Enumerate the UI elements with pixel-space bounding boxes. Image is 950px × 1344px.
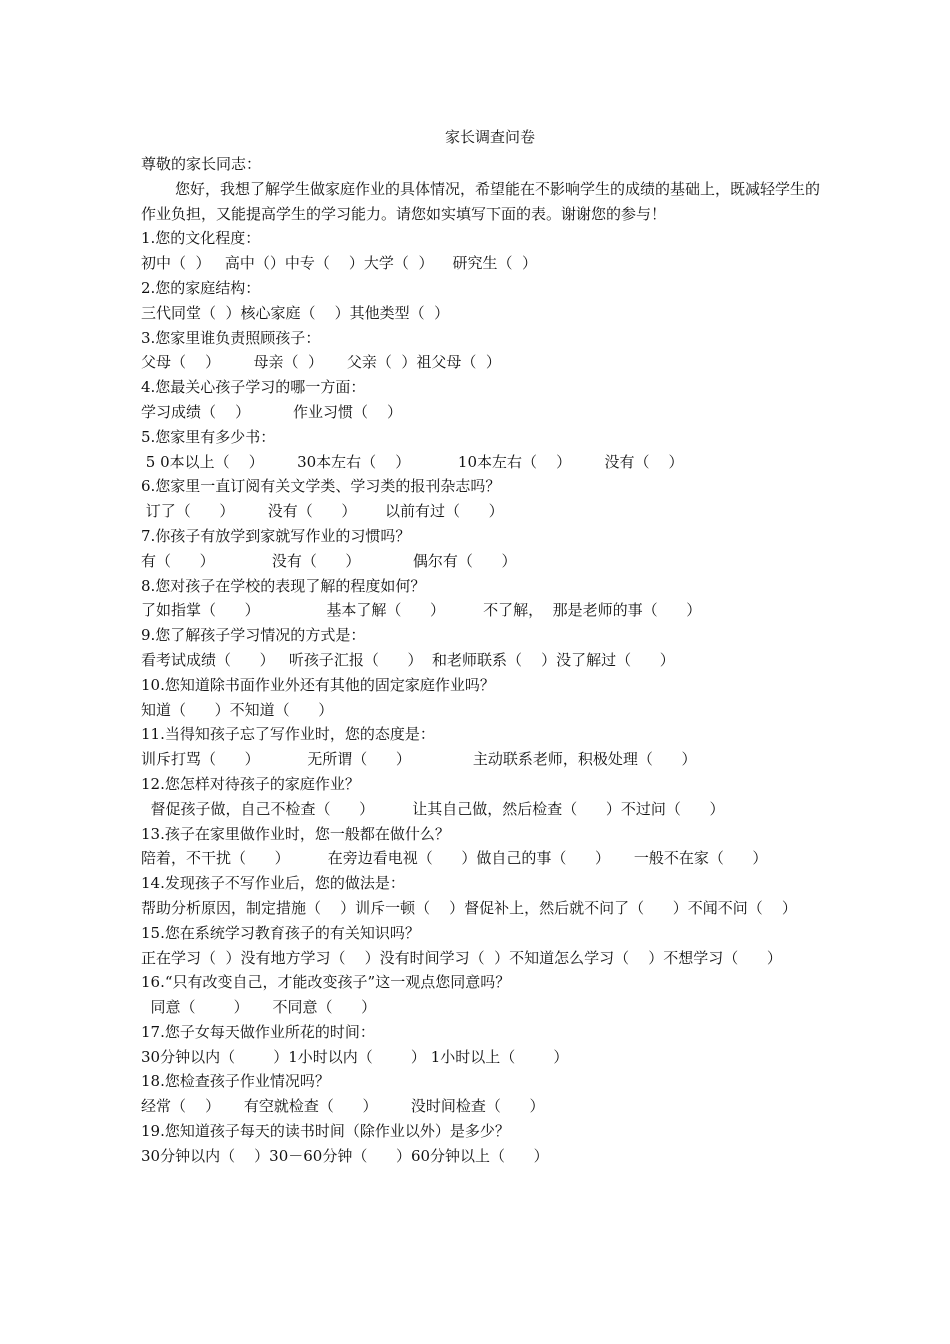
intro-paragraph: 您好，我想了解学生做家庭作业的具体情况，希望能在不影响学生的成绩的基础上，既减轻学生的作业负担，又能提高学生的学习能力。请您如实填写下面的表。谢谢您的参与！ — [141, 179, 821, 223]
answer-options: 5 0本以上（ ） 30本左右（ ） 10本左右（ ） 没有（ ） — [141, 452, 684, 471]
question-text: 10.您知道除书面作业外还有其他的固定家庭作业吗？ — [141, 675, 495, 694]
question-text: 13.孩子在家里做作业时，您一般都在做什么？ — [141, 824, 450, 843]
answer-options: 陪着，不干扰（ ） 在旁边看电视（ ）做自己的事（ ） 一般不在家（ ） — [141, 849, 768, 868]
question-list — [141, 226, 821, 1168]
survey-body — [141, 152, 821, 1169]
answer-options: 帮助分析原因，制定措施（ ）训斥一顿（ ）督促补上，然后就不问了（ ）不闻不问（ ） — [141, 898, 797, 917]
question-text: 11.当得知孩子忘了写作业时，您的态度是： — [141, 725, 435, 744]
question-text: 5.您家里有多少书： — [141, 427, 276, 446]
answer-options: 订了（ ） 没有（ ） 以前有过（ ） — [141, 502, 504, 521]
question-text: 3.您家里谁负责照顾孩子： — [141, 328, 321, 347]
question-text: 18.您检查孩子作业情况吗？ — [141, 1072, 330, 1091]
answer-options: 同意（ ） 不同意（ ） — [141, 998, 377, 1017]
answer-options: 30分钟以内（ ）1小时以内（ ） 1小时以上（ ） — [141, 1047, 569, 1066]
page-title: 家长调查问卷 — [444, 128, 535, 146]
question-text: 7.你孩子有放学到家就写作业的习惯吗？ — [141, 526, 411, 545]
salutation: 尊敬的家长同志： — [141, 155, 262, 173]
question-text: 1.您的文化程度： — [141, 229, 261, 248]
answer-options: 看考试成绩（ ） 听孩子汇报（ ） 和老师联系（ ）没了解过（ ） — [141, 650, 675, 669]
answer-options: 知道（ ）不知道（ ） — [141, 700, 334, 719]
answer-options: 三代同堂（ ）核心家庭（ ）其他类型（ ） — [141, 303, 450, 322]
answer-options: 有（ ） 没有（ ） 偶尔有（ ） — [141, 551, 517, 570]
answer-options: 学习成绩（ ） 作业习惯（ ） — [141, 402, 403, 421]
question-text: 12.您怎样对待孩子的家庭作业？ — [141, 774, 360, 793]
question-text: 19.您知道孩子每天的读书时间（除作业以外）是多少？ — [141, 1122, 510, 1141]
question-text: 2.您的家庭结构： — [141, 278, 261, 297]
question-text: 16.“只有改变自己，才能改变孩子”这一观点您同意吗？ — [141, 973, 511, 992]
question-text: 4.您最关心孩子学习的哪一方面： — [141, 378, 366, 397]
answer-options: 了如指掌（ ） 基本了解（ ） 不了解， 那是老师的事（ ） — [141, 601, 702, 620]
question-text: 14.发现孩子不写作业后，您的做法是： — [141, 874, 405, 893]
answer-options: 30分钟以内（ ）30－60分钟（ ）60分钟以上（ ） — [141, 1146, 549, 1165]
answer-options: 经常（ ） 有空就检查（ ） 没时间检查（ ） — [141, 1097, 545, 1116]
answer-options: 父母（ ） 母亲（ ） 父亲（ ）祖父母（ ） — [141, 353, 501, 372]
question-text: 17.您子女每天做作业所花的时间： — [141, 1022, 375, 1041]
question-text: 15.您在系统学习教育孩子的有关知识吗？ — [141, 923, 420, 942]
answer-options: 正在学习（ ）没有地方学习（ ）没有时间学习（ ）不知道怎么学习（ ）不想学习（ ） — [141, 948, 782, 967]
answer-options: 督促孩子做，自己不检查（ ） 让其自己做，然后检查（ ）不过问（ ） — [141, 799, 725, 818]
answer-options: 训斥打骂（ ） 无所谓（ ） 主动联系老师，积极处理（ ） — [141, 750, 697, 769]
question-text: 6.您家里一直订阅有关文学类、学习类的报刊杂志吗？ — [141, 477, 501, 496]
question-text: 8.您对孩子在学校的表现了解的程度如何？ — [141, 576, 426, 595]
question-text: 9.您了解孩子学习情况的方式是： — [141, 626, 366, 645]
answer-options: 初中（ ） 高中（）中专（ ）大学（ ） 研究生（ ） — [141, 254, 538, 273]
